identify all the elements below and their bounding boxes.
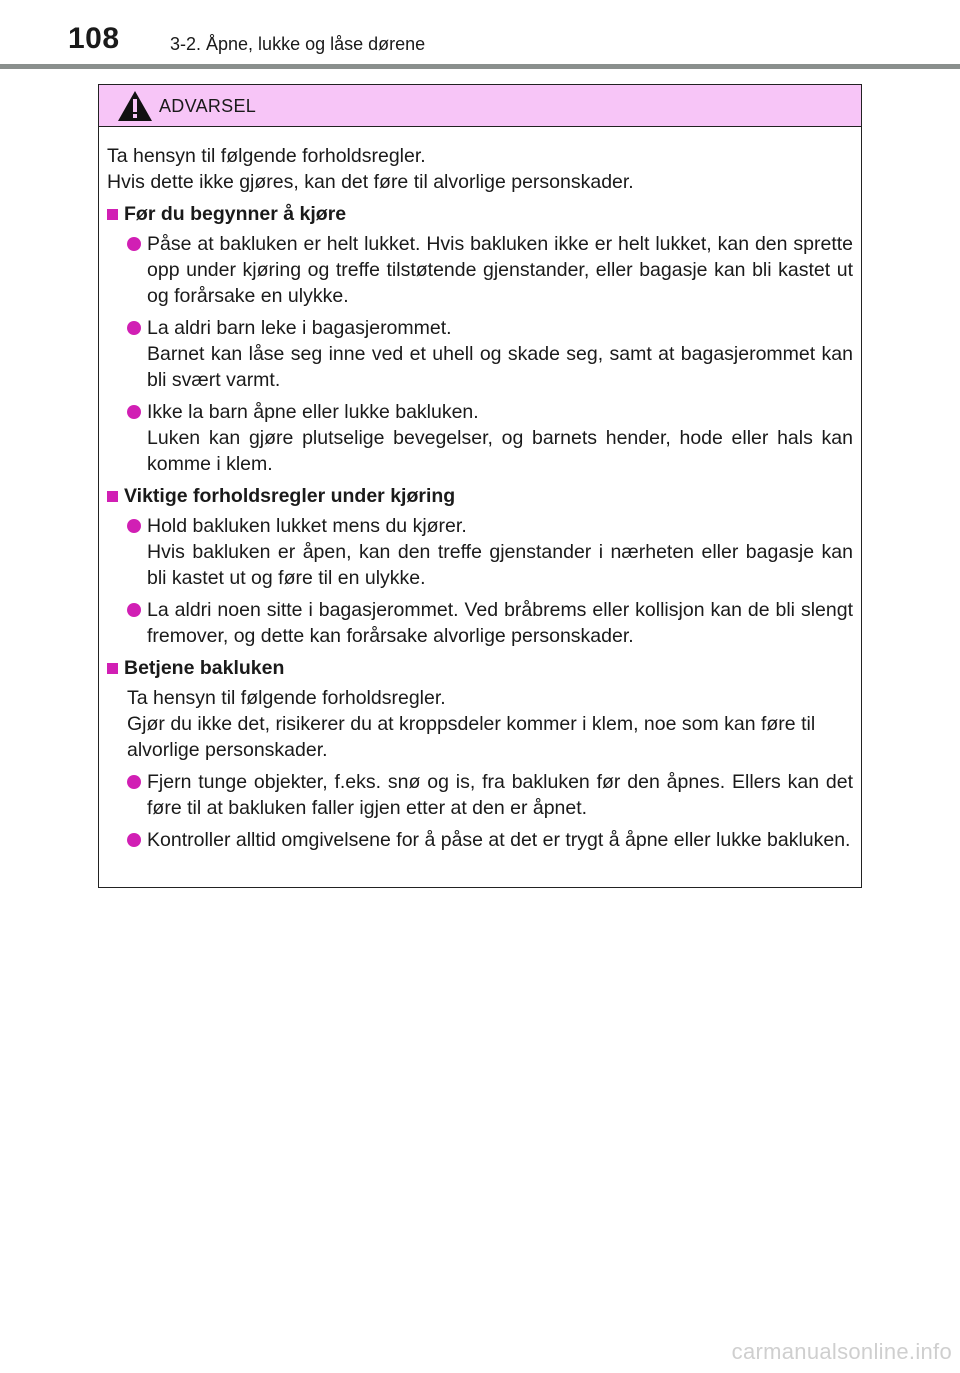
- list-item: [125, 827, 853, 853]
- item-text: Barnet kan låse seg inne ved et uhell og skade seg, samt at bagasjerommet kan bli svært varmt.: [147, 343, 853, 391]
- list-item: [125, 231, 853, 309]
- warning-intro: [107, 143, 853, 195]
- warning-body: [99, 127, 861, 853]
- warning-header: [99, 85, 861, 127]
- round-bullet-icon: [127, 237, 141, 251]
- section-heading-text: Før du begynner å kjøre: [124, 203, 347, 225]
- intro-line: Hvis dette ikke gjøres, kan det føre til alvorlige personskader.: [107, 171, 634, 193]
- item-text: Kontroller alltid omgivelsene for å påse at det er trygt å åpne eller lukke bakluken.: [147, 829, 851, 851]
- list-item: [125, 597, 853, 649]
- list-item: [125, 399, 853, 477]
- section-heading-text: Betjene bakluken: [124, 657, 285, 679]
- round-bullet-icon: [127, 321, 141, 335]
- round-bullet-icon: [127, 603, 141, 617]
- section-heading: [107, 483, 853, 509]
- item-text: Luken kan gjøre plutselige bevegelser, og barnets hender, hode eller hals kan komme i klem.: [147, 427, 853, 475]
- item-text: Fjern tunge objekter, f.eks. snø og is, fra bakluken før den åpnes. Ellers kan det føre til at bakluken faller igjen etter at den er åpnet.: [147, 771, 853, 819]
- round-bullet-icon: [127, 519, 141, 533]
- item-text: Hold bakluken lukket mens du kjører.: [147, 515, 467, 537]
- section-title: 3-2. Åpne, lukke og låse dørene: [170, 34, 426, 54]
- list-item: [125, 769, 853, 821]
- header-rule: [0, 64, 960, 69]
- paragraph-line: Ta hensyn til følgende forholdsregler.: [127, 687, 446, 709]
- section-heading: [107, 655, 853, 681]
- item-text: Påse at bakluken er helt lukket. Hvis bakluken ikke er helt lukket, kan den sprette opp under kjøring og treffe tilstøtende gjenstander, eller bagasje kan bli kastet ut og forårsake en ulykke.: [147, 233, 853, 307]
- round-bullet-icon: [127, 405, 141, 419]
- section-heading-text: Viktige forholdsregler under kjøring: [124, 485, 456, 507]
- watermark: carmanualsonline.info: [731, 1339, 952, 1364]
- section-paragraph: [127, 685, 853, 763]
- page-header: [0, 0, 960, 60]
- warning-label: ADVARSEL: [159, 95, 257, 116]
- page-number: 108: [68, 22, 120, 55]
- list-item: [125, 315, 853, 393]
- item-text: Hvis bakluken er åpen, kan den treffe gjenstander i nærheten eller bagasje kan bli kastet ut og føre til en ulykke.: [147, 541, 853, 589]
- item-text: La aldri noen sitte i bagasjerommet. Ved bråbrems eller kollisjon kan de bli slengt fremover, og dette kan forårsake alvorlige personskader.: [147, 599, 853, 647]
- round-bullet-icon: [127, 775, 141, 789]
- item-text: La aldri barn leke i bagasjerommet.: [147, 317, 452, 339]
- warning-box: [98, 84, 862, 888]
- square-bullet-icon: [107, 209, 118, 220]
- list-item: [125, 513, 853, 591]
- intro-line: Ta hensyn til følgende forholdsregler.: [107, 145, 426, 167]
- round-bullet-icon: [127, 833, 141, 847]
- warning-triangle-icon: [117, 90, 153, 122]
- paragraph-line: Gjør du ikke det, risikerer du at kroppsdeler kommer i klem, noe som kan føre til alvorlige personskader.: [127, 713, 816, 761]
- square-bullet-icon: [107, 663, 118, 674]
- square-bullet-icon: [107, 491, 118, 502]
- section-heading: [107, 201, 853, 227]
- item-text: Ikke la barn åpne eller lukke bakluken.: [147, 401, 479, 423]
